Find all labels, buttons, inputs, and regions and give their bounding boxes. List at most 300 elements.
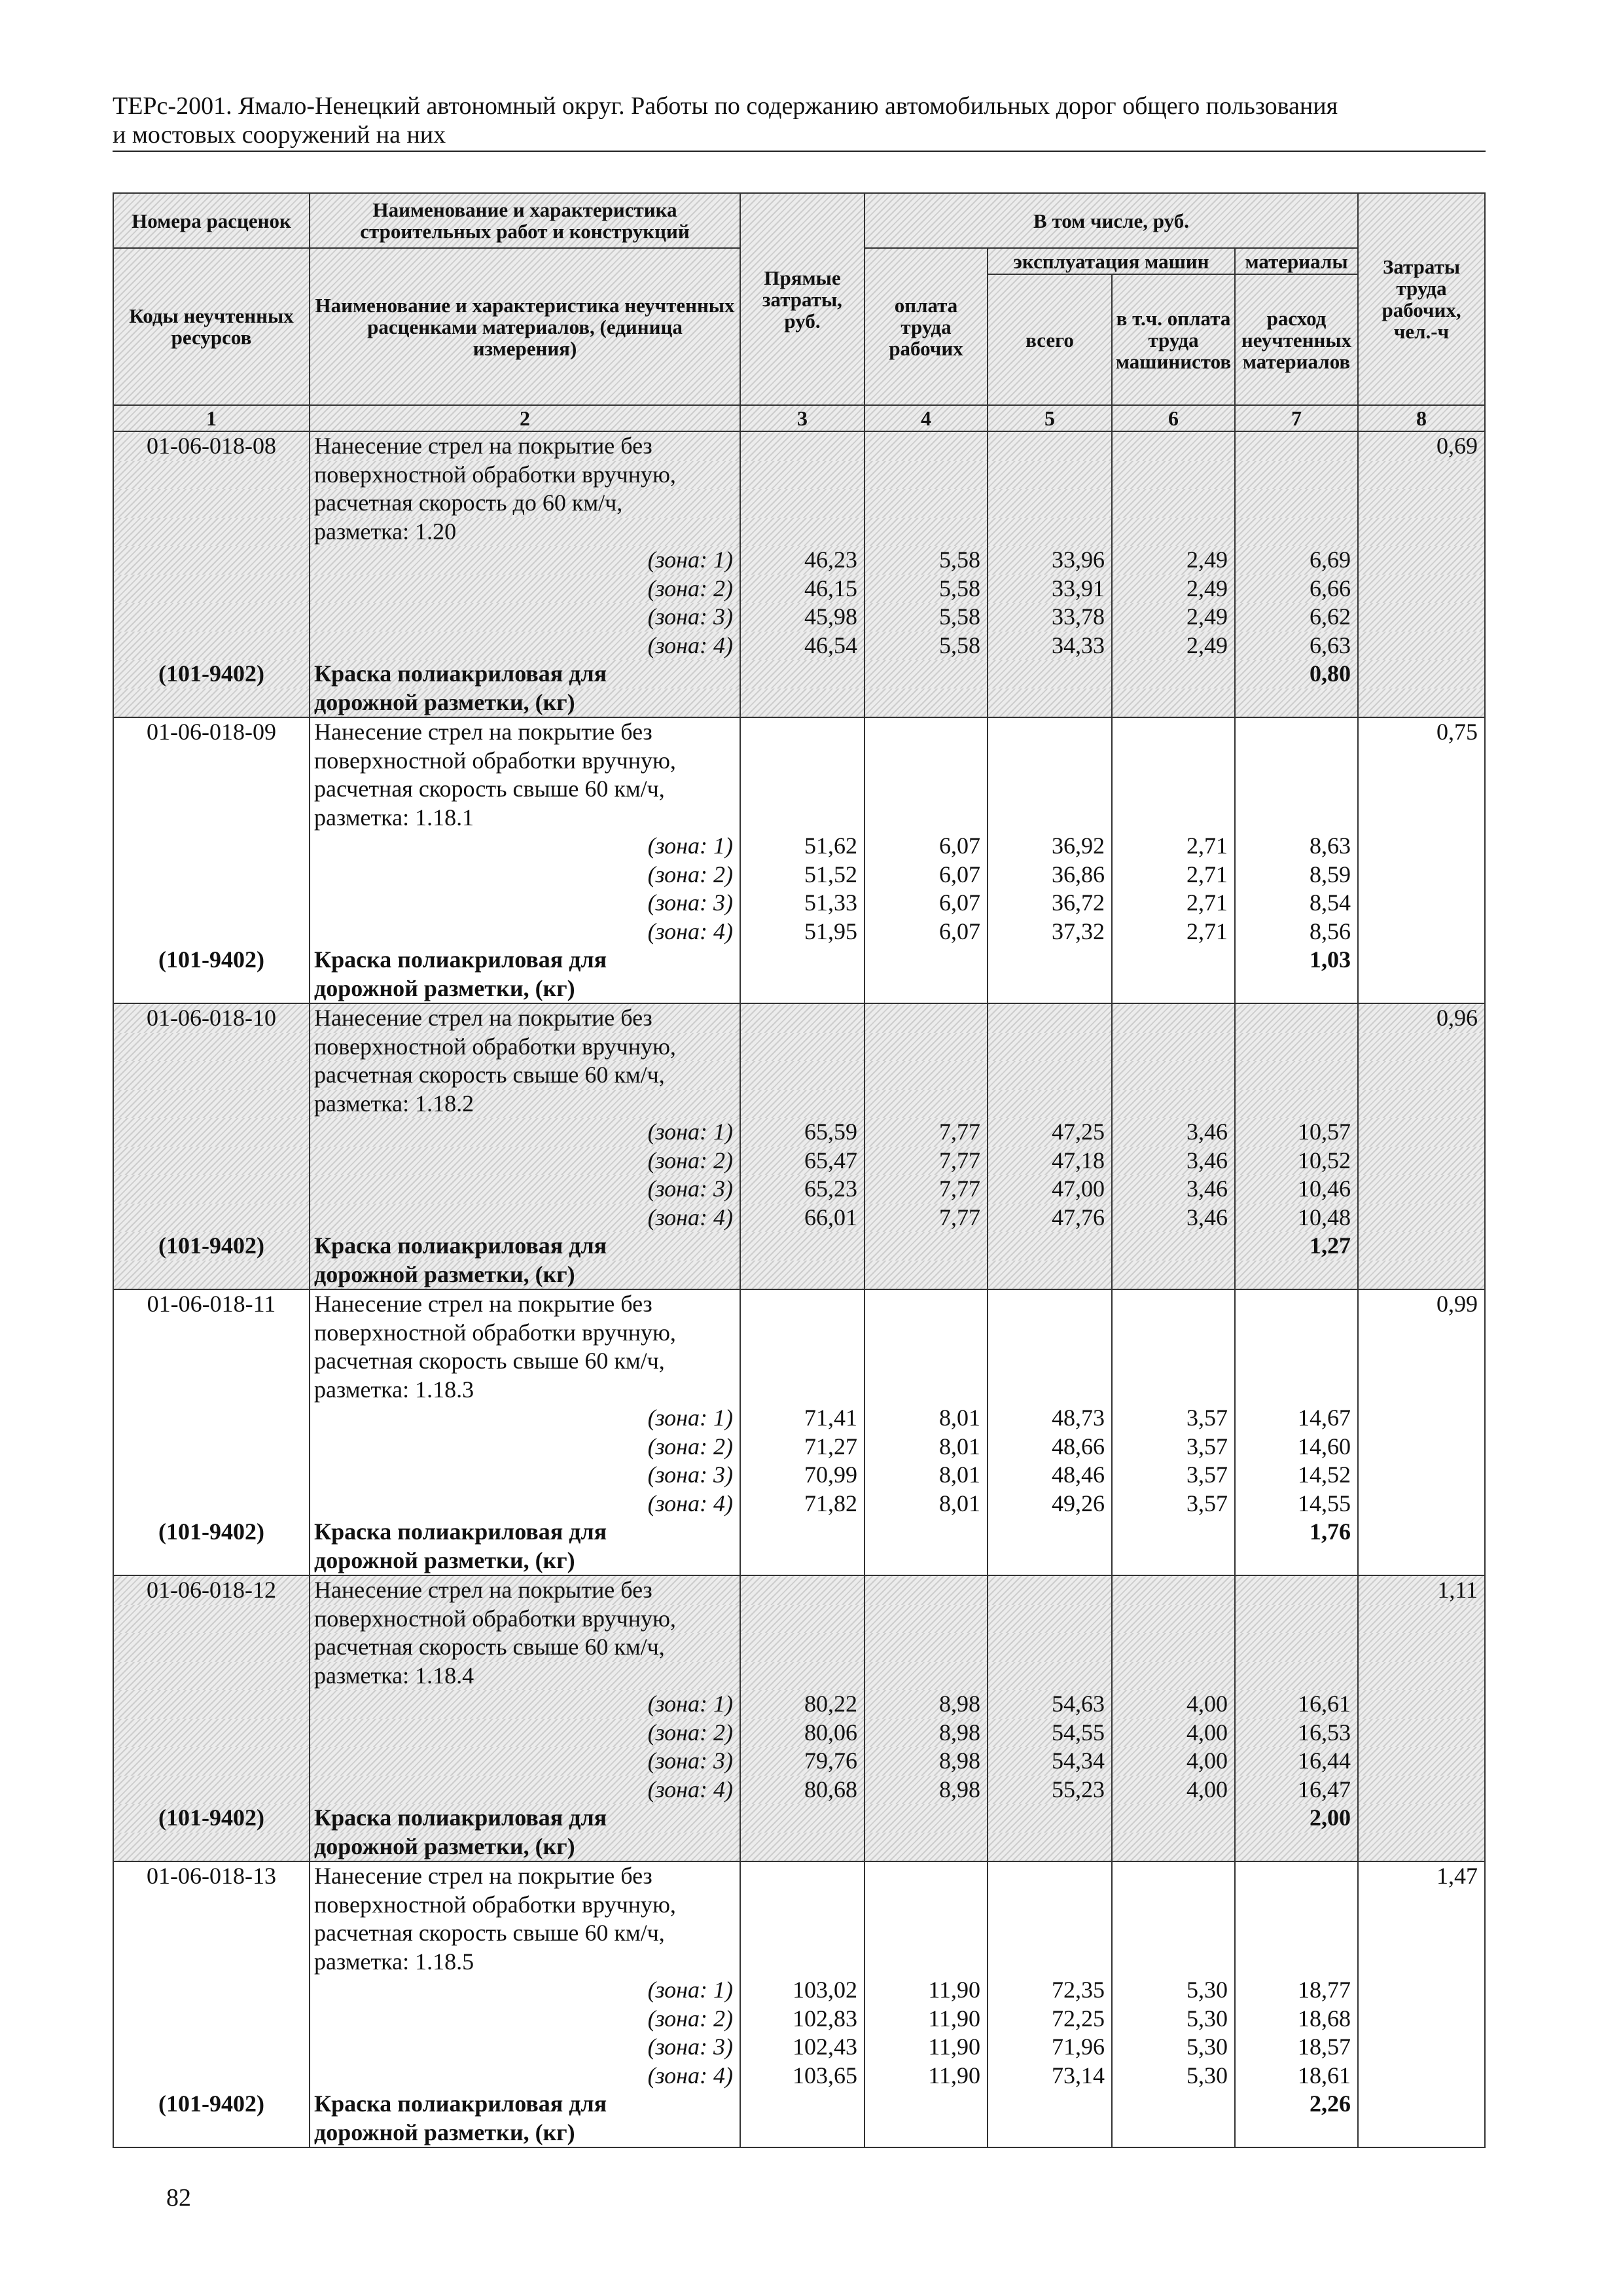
resource-code [113, 1261, 310, 1290]
machine-labor-value: 3,57 [1112, 1490, 1235, 1518]
materials-value: 18,57 [1235, 2033, 1358, 2062]
rate-description-row [113, 1061, 1485, 1090]
labor-pay-value: 11,90 [865, 2062, 988, 2090]
empty-cell [113, 2033, 310, 2062]
resource-code: (101-9402) [113, 2090, 310, 2119]
empty-cell [740, 804, 865, 833]
empty-cell [865, 1662, 988, 1691]
empty-cell [988, 1289, 1112, 1319]
materials-value: 16,47 [1235, 1776, 1358, 1804]
document-title-line-1: ТЕРс-2001. Ямало-Ненецкий автономный округ. Работы по содержанию автомобильных дорог общего пользования [113, 92, 1338, 120]
resource-consumption-value: 0,80 [1235, 660, 1358, 689]
page-number: 82 [166, 2184, 191, 2212]
empty-cell [988, 1347, 1112, 1376]
labor-costs-value [1358, 1061, 1485, 1090]
zone-label: (зона: 2) [310, 1433, 740, 1462]
zone-label: (зона: 1) [310, 546, 740, 575]
rate-description-row [113, 1090, 1485, 1119]
machine-labor-value: 5,30 [1112, 2062, 1235, 2090]
materials-value: 8,59 [1235, 861, 1358, 889]
machine-labor-value: 3,46 [1112, 1118, 1235, 1147]
empty-cell [1358, 689, 1485, 718]
direct-costs-value: 79,76 [740, 1747, 865, 1776]
empty-cell [113, 1433, 310, 1462]
empty-cell [1235, 1347, 1358, 1376]
labor-pay-value: 8,01 [865, 1461, 988, 1490]
empty-cell [988, 1261, 1112, 1290]
resource-name-line: Краска полиакриловая для [310, 1232, 740, 1261]
empty-cell [740, 1547, 865, 1576]
rate-code [113, 747, 310, 776]
empty-cell [740, 775, 865, 804]
materials-value: 8,63 [1235, 832, 1358, 861]
labor-costs-value [1358, 461, 1485, 490]
column-number: 7 [1235, 405, 1358, 431]
labor-pay-value: 5,58 [865, 603, 988, 632]
rate-entry-row [113, 431, 1485, 461]
machine-labor-value: 4,00 [1112, 1690, 1235, 1719]
labor-pay-value: 11,90 [865, 2005, 988, 2034]
empty-cell [740, 660, 865, 689]
materials-value: 18,61 [1235, 2062, 1358, 2090]
resource-name-line: Краска полиакриловая для [310, 2090, 740, 2119]
empty-cell [1112, 1948, 1235, 1977]
empty-cell [113, 918, 310, 946]
rate-code [113, 1033, 310, 1062]
direct-costs-value: 71,82 [740, 1490, 865, 1518]
rate-code [113, 1919, 310, 1948]
column-number: 6 [1112, 405, 1235, 431]
resource-consumption-value: 1,27 [1235, 1232, 1358, 1261]
zone-row [113, 832, 1485, 861]
rate-code [113, 1061, 310, 1090]
machine-total-value: 33,78 [988, 603, 1112, 632]
empty-cell [988, 975, 1112, 1004]
empty-cell [1235, 1633, 1358, 1662]
empty-cell [1112, 1662, 1235, 1691]
empty-cell [1112, 489, 1235, 518]
direct-costs-value: 46,54 [740, 632, 865, 660]
empty-cell [740, 1861, 865, 1891]
resource-consumption-value: 1,03 [1235, 946, 1358, 975]
empty-cell [1112, 717, 1235, 747]
rate-code [113, 518, 310, 547]
empty-cell [740, 2090, 865, 2119]
materials-value: 16,61 [1235, 1690, 1358, 1719]
rate-description-row [113, 1605, 1485, 1634]
empty-cell [988, 1833, 1112, 1862]
table-body [113, 431, 1485, 2147]
empty-cell [113, 889, 310, 918]
empty-cell [865, 1061, 988, 1090]
empty-cell [113, 2062, 310, 2090]
zone-label: (зона: 2) [310, 2005, 740, 2034]
machine-labor-value: 5,30 [1112, 1976, 1235, 2005]
rate-code: 01-06-018-08 [113, 431, 310, 461]
rate-description-line: разметка: 1.18.3 [310, 1376, 740, 1405]
empty-cell [865, 1090, 988, 1119]
labor-pay-value: 6,07 [865, 918, 988, 946]
rate-description-line: Нанесение стрел на покрытие без [310, 1289, 740, 1319]
rate-description-line: поверхностной обработки вручную, [310, 1319, 740, 1348]
direct-costs-value: 51,33 [740, 889, 865, 918]
empty-cell [1112, 1547, 1235, 1576]
empty-cell [865, 660, 988, 689]
empty-cell [1358, 2062, 1485, 2090]
machine-total-value: 37,32 [988, 918, 1112, 946]
empty-cell [988, 1090, 1112, 1119]
materials-value: 6,62 [1235, 603, 1358, 632]
resource-row [113, 2119, 1485, 2148]
labor-pay-value: 6,07 [865, 861, 988, 889]
resource-name-line: дорожной разметки, (кг) [310, 975, 740, 1004]
machine-labor-value: 2,71 [1112, 832, 1235, 861]
empty-cell [1112, 1261, 1235, 1290]
rate-code: 01-06-018-13 [113, 1861, 310, 1891]
labor-costs-value [1358, 1033, 1485, 1062]
machine-total-value: 49,26 [988, 1490, 1112, 1518]
empty-cell [865, 2119, 988, 2148]
empty-cell [740, 717, 865, 747]
direct-costs-value: 102,83 [740, 2005, 865, 2034]
rate-description-line: расчетная скорость до 60 км/ч, [310, 489, 740, 518]
empty-cell [740, 1518, 865, 1547]
zone-row [113, 1118, 1485, 1147]
rate-description-row [113, 775, 1485, 804]
empty-cell [1112, 775, 1235, 804]
empty-cell [865, 1289, 988, 1319]
direct-costs-value: 102,43 [740, 2033, 865, 2062]
empty-cell [1112, 1605, 1235, 1634]
resource-code [113, 2119, 310, 2148]
empty-cell [113, 1690, 310, 1719]
labor-costs-value [1358, 1633, 1485, 1662]
empty-cell [1112, 1319, 1235, 1348]
empty-cell [1235, 1033, 1358, 1062]
materials-value: 16,53 [1235, 1719, 1358, 1748]
empty-cell [113, 2005, 310, 2034]
labor-costs-value: 0,75 [1358, 717, 1485, 747]
labor-pay-value: 7,77 [865, 1175, 988, 1204]
empty-cell [865, 431, 988, 461]
header-direct-costs: Прямые затраты, руб. [740, 193, 865, 405]
empty-cell [1112, 2090, 1235, 2119]
resource-row [113, 1547, 1485, 1576]
empty-cell [1358, 1747, 1485, 1776]
materials-value: 14,55 [1235, 1490, 1358, 1518]
zone-label: (зона: 3) [310, 1175, 740, 1204]
empty-cell [988, 1033, 1112, 1062]
header-labor-pay: оплата труда рабочих [865, 248, 988, 405]
rate-description-line: расчетная скорость свыше 60 км/ч, [310, 1061, 740, 1090]
empty-cell [865, 717, 988, 747]
resource-consumption-value [1235, 975, 1358, 1004]
zone-label: (зона: 3) [310, 889, 740, 918]
rate-description-row [113, 1919, 1485, 1948]
rate-description-row [113, 461, 1485, 490]
empty-cell [113, 575, 310, 603]
empty-cell [988, 1232, 1112, 1261]
direct-costs-value: 80,68 [740, 1776, 865, 1804]
zone-label: (зона: 4) [310, 2062, 740, 2090]
materials-value: 6,63 [1235, 632, 1358, 660]
rate-code [113, 1319, 310, 1348]
empty-cell [988, 1919, 1112, 1948]
header-materials-consumption: расход неучтенных материалов [1235, 274, 1358, 405]
empty-cell [865, 2090, 988, 2119]
zone-row [113, 1976, 1485, 2005]
zone-row [113, 2033, 1485, 2062]
machine-total-value: 54,34 [988, 1747, 1112, 1776]
direct-costs-value: 65,23 [740, 1175, 865, 1204]
empty-cell [865, 1833, 988, 1862]
empty-cell [1112, 1090, 1235, 1119]
column-number: 4 [865, 405, 988, 431]
empty-cell [865, 461, 988, 490]
rate-description-line: Нанесение стрел на покрытие без [310, 717, 740, 747]
direct-costs-value: 71,41 [740, 1404, 865, 1433]
resource-name-line: Краска полиакриловая для [310, 1518, 740, 1547]
empty-cell [988, 1891, 1112, 1920]
zone-label: (зона: 1) [310, 1404, 740, 1433]
empty-cell [1235, 747, 1358, 776]
machine-total-value: 36,86 [988, 861, 1112, 889]
document-title-line-2: и мостовых сооружений на них [113, 121, 446, 149]
materials-value: 6,69 [1235, 546, 1358, 575]
machine-labor-value: 3,46 [1112, 1175, 1235, 1204]
zone-row [113, 632, 1485, 660]
zone-label: (зона: 4) [310, 1490, 740, 1518]
materials-value: 18,68 [1235, 2005, 1358, 2034]
resource-consumption-value [1235, 1833, 1358, 1862]
empty-cell [988, 1061, 1112, 1090]
header-resource-name: Наименование и характеристика неучтенных расценками материалов, (единица измерения) [310, 248, 740, 405]
resource-row [113, 2090, 1485, 2119]
empty-cell [865, 1003, 988, 1033]
empty-cell [1112, 975, 1235, 1004]
direct-costs-value: 51,95 [740, 918, 865, 946]
labor-costs-value [1358, 1919, 1485, 1948]
rate-description-line: поверхностной обработки вручную, [310, 747, 740, 776]
empty-cell [1112, 747, 1235, 776]
empty-cell [1358, 2090, 1485, 2119]
rate-description-line: Нанесение стрел на покрытие без [310, 1575, 740, 1605]
resource-row [113, 1804, 1485, 1833]
machine-total-value: 36,92 [988, 832, 1112, 861]
labor-pay-value: 11,90 [865, 1976, 988, 2005]
labor-costs-value: 1,47 [1358, 1861, 1485, 1891]
empty-cell [740, 1061, 865, 1090]
column-number: 2 [310, 405, 740, 431]
machine-total-value: 36,72 [988, 889, 1112, 918]
zone-label: (зона: 2) [310, 1719, 740, 1748]
machine-total-value: 47,76 [988, 1204, 1112, 1232]
rate-code [113, 1891, 310, 1920]
labor-pay-value: 8,01 [865, 1433, 988, 1462]
empty-cell [1112, 1289, 1235, 1319]
empty-cell [1235, 518, 1358, 547]
resource-code: (101-9402) [113, 1232, 310, 1261]
materials-value: 16,44 [1235, 1747, 1358, 1776]
rate-description-line: разметка: 1.18.4 [310, 1662, 740, 1691]
rate-code [113, 775, 310, 804]
resource-consumption-value [1235, 1261, 1358, 1290]
resource-code [113, 1833, 310, 1862]
rate-code [113, 489, 310, 518]
rate-description-line: поверхностной обработки вручную, [310, 461, 740, 490]
empty-cell [1112, 1833, 1235, 1862]
zone-label: (зона: 1) [310, 832, 740, 861]
direct-costs-value: 70,99 [740, 1461, 865, 1490]
empty-cell [865, 1891, 988, 1920]
empty-cell [1235, 1662, 1358, 1691]
rate-code: 01-06-018-11 [113, 1289, 310, 1319]
rate-description-row [113, 1376, 1485, 1405]
labor-pay-value: 11,90 [865, 2033, 988, 2062]
header-labor-costs: Затраты труда рабочих, чел.-ч [1358, 193, 1485, 405]
resource-name-line: Краска полиакриловая для [310, 946, 740, 975]
empty-cell [740, 1948, 865, 1977]
empty-cell [988, 461, 1112, 490]
empty-cell [1358, 546, 1485, 575]
empty-cell [988, 1547, 1112, 1576]
empty-cell [865, 1376, 988, 1405]
rate-description-line: расчетная скорость свыше 60 км/ч, [310, 1919, 740, 1948]
empty-cell [1358, 1204, 1485, 1232]
empty-cell [740, 946, 865, 975]
rate-code [113, 1090, 310, 1119]
empty-cell [988, 1319, 1112, 1348]
empty-cell [113, 832, 310, 861]
rate-code: 01-06-018-12 [113, 1575, 310, 1605]
labor-costs-value [1358, 1605, 1485, 1634]
rate-entry-row [113, 1575, 1485, 1605]
labor-costs-value [1358, 1376, 1485, 1405]
empty-cell [1358, 1518, 1485, 1547]
empty-cell [1358, 1433, 1485, 1462]
labor-pay-value: 8,98 [865, 1719, 988, 1748]
resource-name-line: Краска полиакриловая для [310, 660, 740, 689]
empty-cell [113, 1175, 310, 1204]
machine-total-value: 48,46 [988, 1461, 1112, 1490]
machine-total-value: 54,55 [988, 1719, 1112, 1748]
rate-code [113, 1948, 310, 1977]
empty-cell [740, 689, 865, 718]
zone-label: (зона: 2) [310, 861, 740, 889]
empty-cell [740, 975, 865, 1004]
empty-cell [113, 861, 310, 889]
zone-row [113, 1175, 1485, 1204]
rate-description-row [113, 489, 1485, 518]
empty-cell [113, 1461, 310, 1490]
direct-costs-value: 80,22 [740, 1690, 865, 1719]
rate-description-line: разметка: 1.18.2 [310, 1090, 740, 1119]
machine-labor-value: 4,00 [1112, 1776, 1235, 1804]
zone-row [113, 603, 1485, 632]
empty-cell [1358, 2033, 1485, 2062]
labor-pay-value: 7,77 [865, 1204, 988, 1232]
zone-label: (зона: 3) [310, 1461, 740, 1490]
resource-name-line: дорожной разметки, (кг) [310, 689, 740, 718]
header-materials: материалы [1235, 248, 1358, 274]
materials-value: 10,46 [1235, 1175, 1358, 1204]
zone-label: (зона: 1) [310, 1976, 740, 2005]
resource-code: (101-9402) [113, 660, 310, 689]
empty-cell [1358, 861, 1485, 889]
machine-labor-value: 2,49 [1112, 546, 1235, 575]
empty-cell [113, 1747, 310, 1776]
empty-cell [865, 1033, 988, 1062]
empty-cell [988, 1575, 1112, 1605]
zone-row [113, 1204, 1485, 1232]
labor-costs-value [1358, 1347, 1485, 1376]
machine-total-value: 54,63 [988, 1690, 1112, 1719]
rate-code [113, 1376, 310, 1405]
empty-cell [113, 1719, 310, 1748]
zone-label: (зона: 3) [310, 2033, 740, 2062]
empty-cell [1358, 1147, 1485, 1175]
rate-description-row [113, 1633, 1485, 1662]
rate-code [113, 1633, 310, 1662]
machine-labor-value: 3,57 [1112, 1433, 1235, 1462]
labor-pay-value: 8,98 [865, 1690, 988, 1719]
empty-cell [1358, 889, 1485, 918]
empty-cell [988, 946, 1112, 975]
labor-costs-value: 0,69 [1358, 431, 1485, 461]
empty-cell [740, 1833, 865, 1862]
rate-description-line: Нанесение стрел на покрытие без [310, 431, 740, 461]
empty-cell [865, 1861, 988, 1891]
rate-description-line: Нанесение стрел на покрытие без [310, 1861, 740, 1891]
header-machine-operation: эксплуатация машин [988, 248, 1235, 274]
empty-cell [1358, 2005, 1485, 2034]
machine-labor-value: 5,30 [1112, 2005, 1235, 2034]
empty-cell [1358, 1461, 1485, 1490]
rate-code [113, 1605, 310, 1634]
machine-labor-value: 3,57 [1112, 1461, 1235, 1490]
empty-cell [1358, 946, 1485, 975]
empty-cell [1112, 461, 1235, 490]
rate-code: 01-06-018-09 [113, 717, 310, 747]
empty-cell [988, 1662, 1112, 1691]
zone-row [113, 575, 1485, 603]
direct-costs-value: 80,06 [740, 1719, 865, 1748]
materials-value: 14,67 [1235, 1404, 1358, 1433]
empty-cell [740, 1003, 865, 1033]
empty-cell [865, 1575, 988, 1605]
direct-costs-value: 103,65 [740, 2062, 865, 2090]
machine-total-value: 34,33 [988, 632, 1112, 660]
materials-value: 10,48 [1235, 1204, 1358, 1232]
direct-costs-value: 65,59 [740, 1118, 865, 1147]
empty-cell [988, 717, 1112, 747]
rate-code [113, 1347, 310, 1376]
empty-cell [1235, 1575, 1358, 1605]
direct-costs-value: 46,23 [740, 546, 865, 575]
resource-row [113, 689, 1485, 718]
machine-total-value: 33,91 [988, 575, 1112, 603]
labor-costs-value [1358, 747, 1485, 776]
labor-pay-value: 7,77 [865, 1118, 988, 1147]
zone-label: (зона: 4) [310, 632, 740, 660]
direct-costs-value: 103,02 [740, 1976, 865, 2005]
empty-cell [1358, 1118, 1485, 1147]
empty-cell [1358, 660, 1485, 689]
column-number: 8 [1358, 405, 1485, 431]
empty-cell [1235, 804, 1358, 833]
machine-total-value: 72,25 [988, 2005, 1112, 2034]
machine-labor-value: 3,46 [1112, 1204, 1235, 1232]
